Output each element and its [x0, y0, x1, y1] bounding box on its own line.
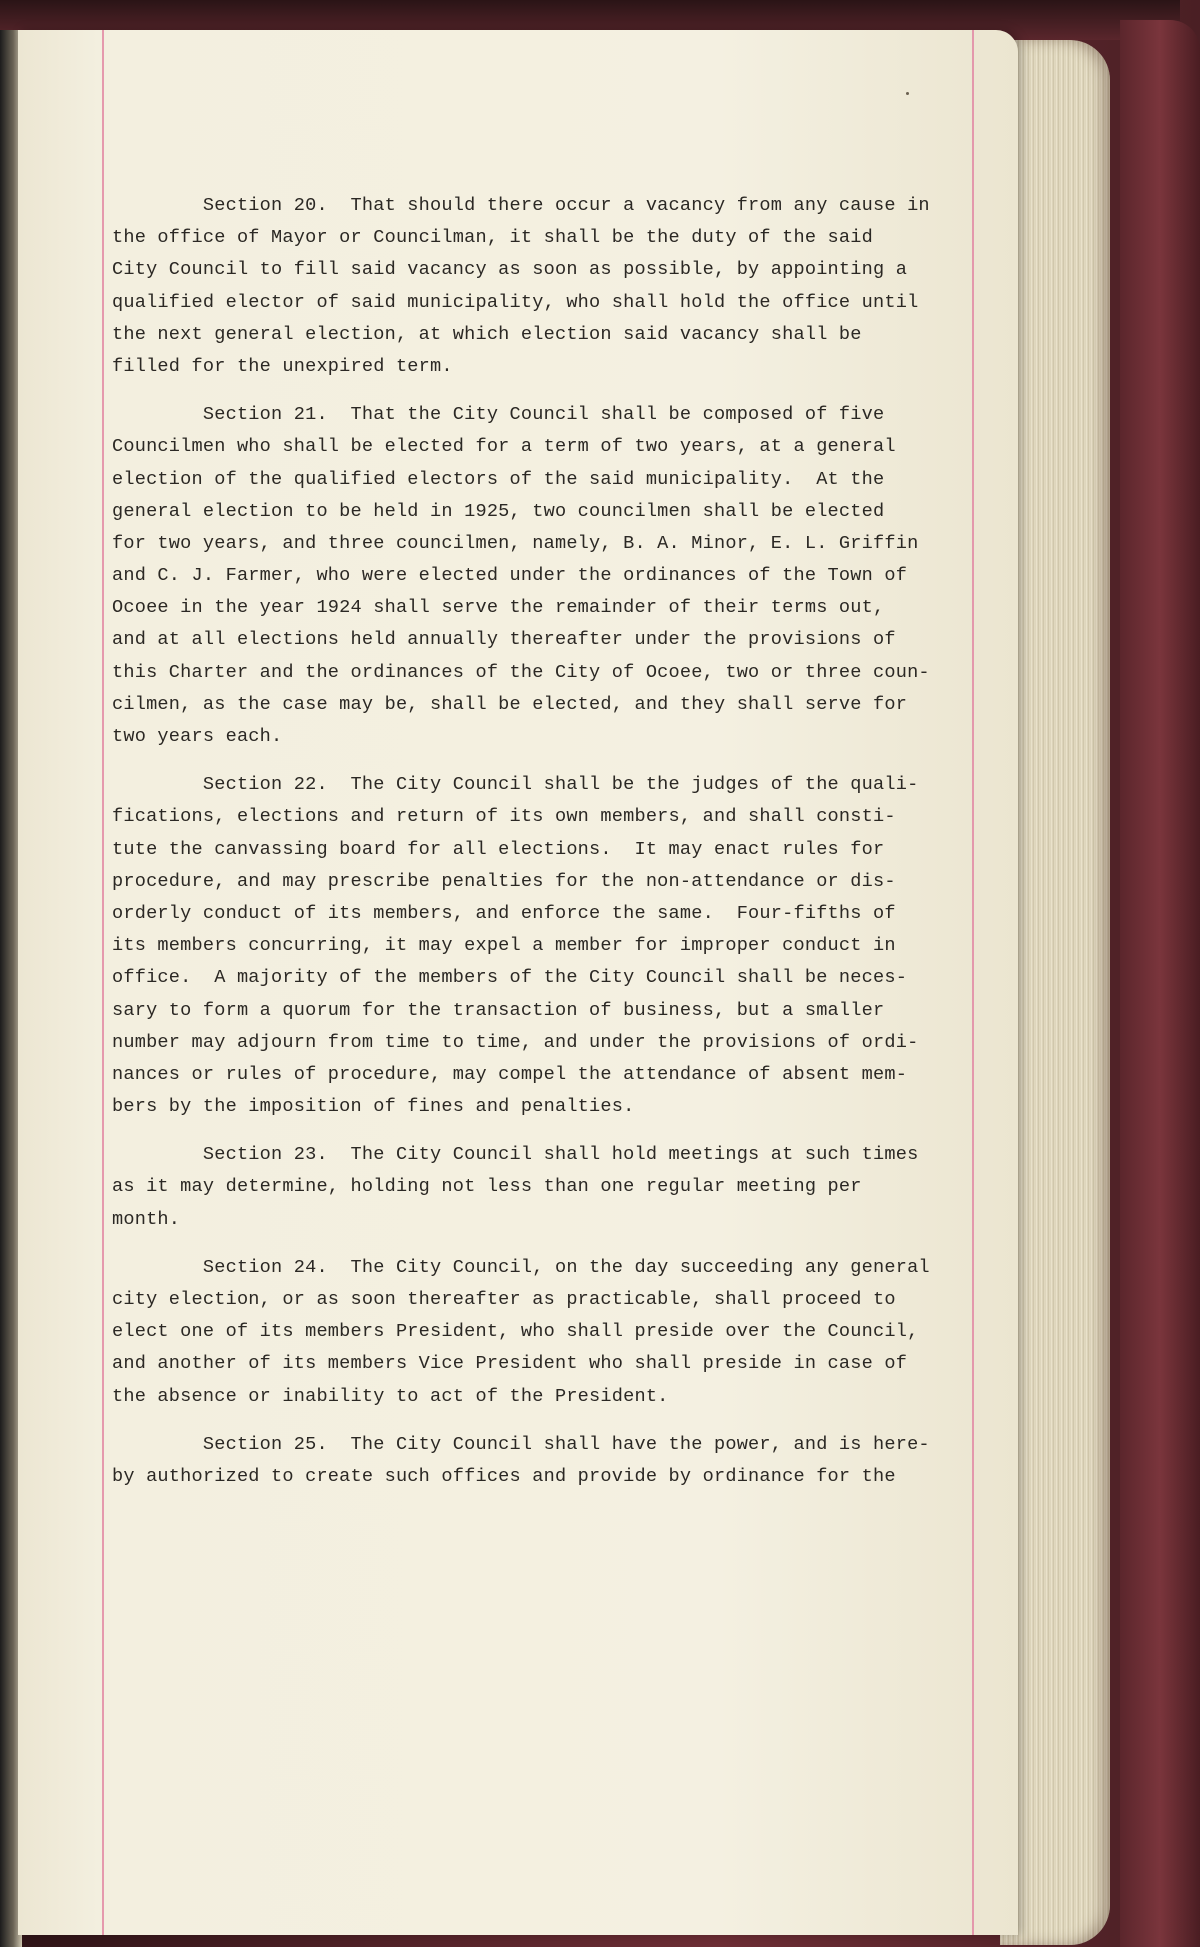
text-line: procedure, and may prescribe penalties for the non-attendance or dis- [112, 870, 896, 892]
section-21-paragraph [112, 399, 987, 753]
text-line: City Council to fill said vacancy as soon as possible, by appointing a [112, 259, 908, 281]
text-line: month. [112, 1208, 181, 1230]
text-line: its members concurring, it may expel a member for improper conduct in [112, 935, 896, 957]
typed-text-body [112, 190, 987, 1509]
text-line: bers by the imposition of fines and penalties. [112, 1096, 635, 1118]
text-line: general election to be held in 1925, two councilmen shall be elected [112, 500, 885, 522]
text-line: Ocoee in the year 1924 shall serve the remainder of their terms out, [112, 597, 885, 619]
section-20-paragraph [112, 190, 987, 383]
text-line: nances or rules of procedure, may compel the attendance of absent mem- [112, 1063, 908, 1085]
text-line: two years each. [112, 726, 283, 747]
book-cover-right [1120, 20, 1200, 1947]
left-margin-rule [102, 30, 104, 1935]
section-25-paragraph [112, 1429, 987, 1493]
text-line: qualified elector of said municipality, who shall hold the office until [112, 291, 919, 313]
text-line: filled for the unexpired term. [112, 355, 453, 377]
text-line: and another of its members Vice President who shall preside in case of [112, 1353, 908, 1375]
text-line: Councilmen who shall be elected for a term of two years, at a general [112, 436, 896, 458]
text-line: Section 22. The City Council shall be the judges of the quali- [112, 774, 919, 796]
text-line: this Charter and the ordinances of the City of Ocoee, two or three coun- [112, 661, 930, 683]
text-line: the absence or inability to act of the President. [112, 1385, 669, 1407]
text-line: the office of Mayor or Councilman, it shall be the duty of the said [112, 227, 873, 249]
text-line: Section 25. The City Council shall have the power, and is here- [112, 1433, 930, 1455]
text-line: number may adjourn from time to time, and under the provisions of ordi- [112, 1031, 919, 1053]
text-line: by authorized to create such offices and provide by ordinance for the [112, 1465, 896, 1487]
ledger-page [18, 30, 1018, 1935]
text-line: and at all elections held annually thereafter under the provisions of [112, 629, 896, 651]
ink-speck [906, 92, 909, 95]
text-line: as it may determine, holding not less than one regular meeting per [112, 1176, 862, 1198]
text-line: for two years, and three councilmen, namely, B. A. Minor, E. L. Griffin [112, 532, 919, 554]
text-line: city election, or as soon thereafter as practicable, shall proceed to [112, 1289, 896, 1310]
text-line: office. A majority of the members of the City Council shall be neces- [112, 967, 908, 989]
text-line: fications, elections and return of its own members, and shall consti- [112, 806, 896, 828]
section-24-paragraph [112, 1252, 987, 1413]
text-line: Section 21. That the City Council shall be composed of five [112, 404, 885, 426]
text-line: orderly conduct of its members, and enforce the same. Four-fifths of [112, 902, 896, 924]
text-line: Section 20. That should there occur a vacancy from any cause in [112, 195, 930, 216]
text-line: and C. J. Farmer, who were elected under the ordinances of the Town of [112, 565, 908, 587]
text-line: cilmen, as the case may be, shall be elected, and they shall serve for [112, 693, 908, 715]
section-23-paragraph [112, 1139, 987, 1236]
section-22-paragraph [112, 769, 987, 1123]
text-line: the next general election, at which election said vacancy shall be [112, 323, 862, 345]
text-line: tute the canvassing board for all elections. It may enact rules for [112, 838, 885, 860]
text-line: sary to form a quorum for the transaction of business, but a smaller [112, 999, 885, 1021]
text-line: Section 23. The City Council shall hold meetings at such times [112, 1144, 919, 1166]
text-line: election of the qualified electors of the said municipality. At the [112, 468, 885, 490]
text-line: elect one of its members President, who shall preside over the Council, [112, 1321, 919, 1343]
text-line: Section 24. The City Council, on the day succeeding any general [112, 1256, 930, 1278]
